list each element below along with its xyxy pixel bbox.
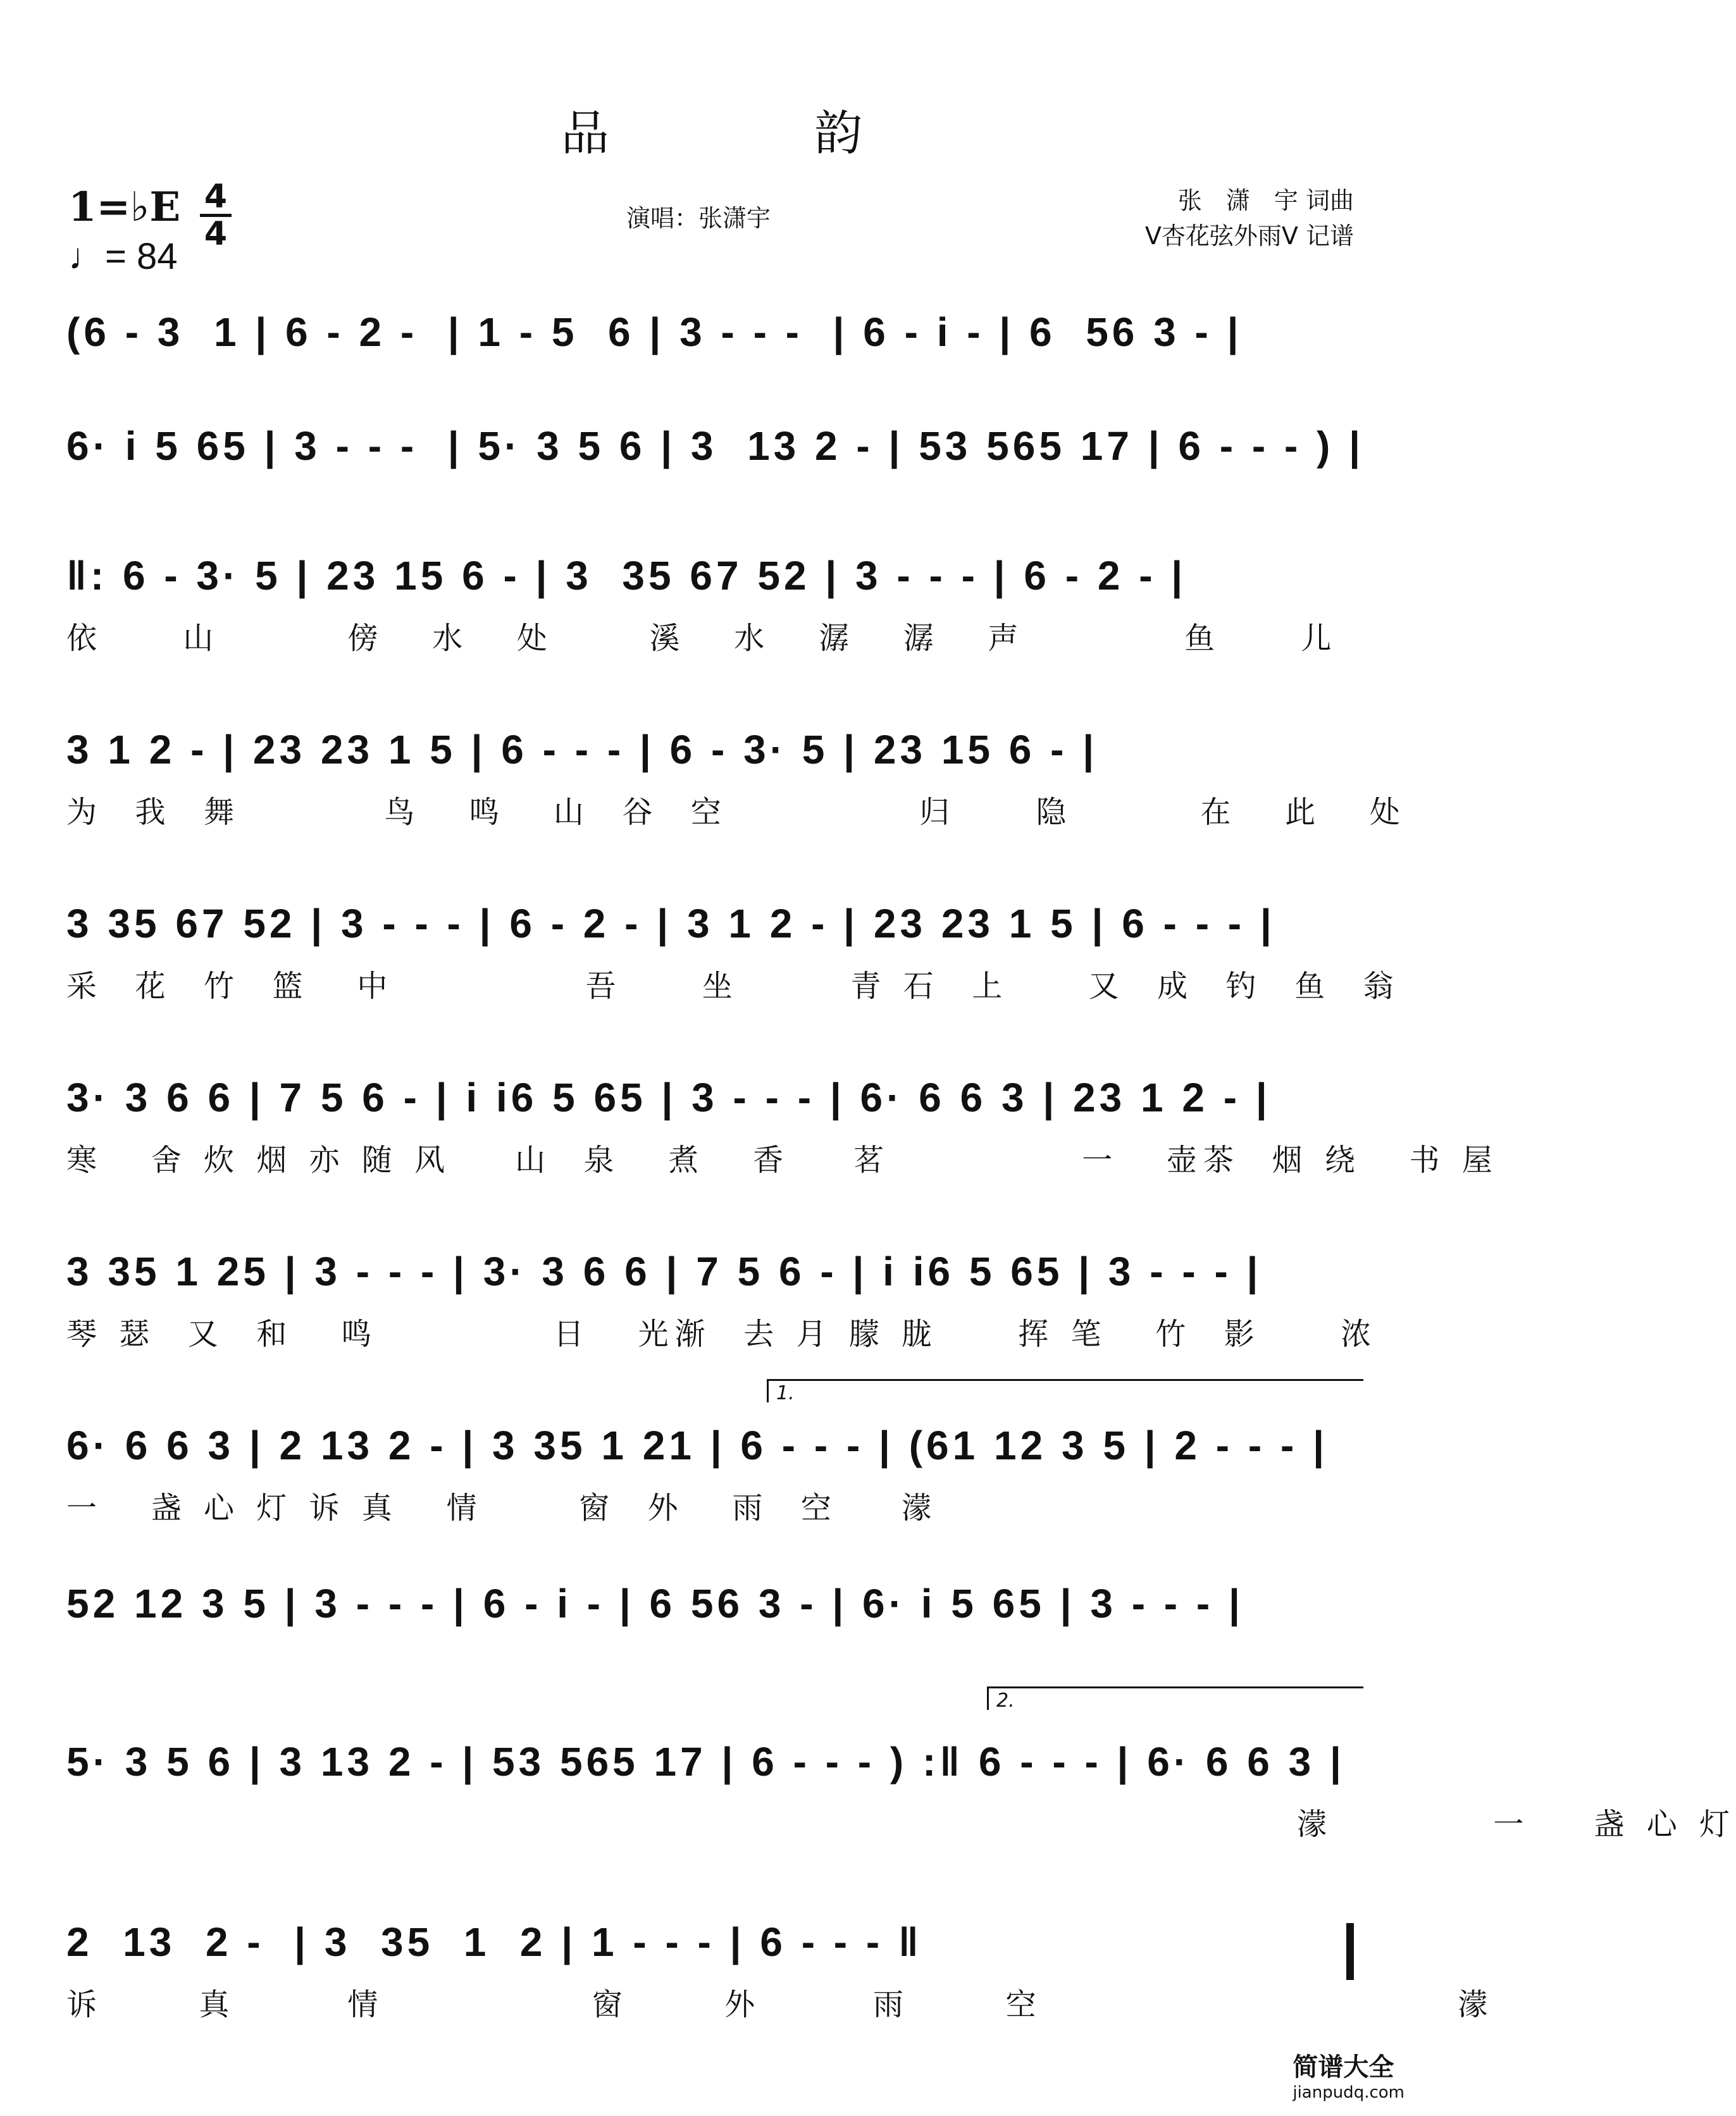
score-row	[0, 1730, 1736, 1895]
key-signature: 1=♭E	[68, 183, 181, 231]
score-row	[0, 718, 1423, 882]
site-logo	[1293, 2047, 1404, 2102]
transcriber-credit: V杏花弦外雨V 记谱	[1144, 222, 1354, 250]
lyric-line: 采 花 竹 篮 中 吾 坐 青 石 上 又 成 钓 鱼 翁	[66, 968, 1400, 1004]
score-row	[0, 1910, 1495, 2075]
lyric-line: 濛 一 盏 心 灯	[66, 1807, 1736, 1842]
notation-line: ‖: 6 - 3· 5 | 23 15 6 - | 3 35 67 52 | 3 - - - | 6 - 2 - |	[66, 553, 1187, 598]
time-signature-top: 4	[204, 178, 228, 216]
time-signature	[200, 178, 232, 253]
tempo-marking: ♩= 84	[68, 236, 178, 277]
logo-brand: 简谱大全	[1293, 2053, 1394, 2082]
singer-credit: 演唱：张潇宇	[626, 204, 771, 232]
second-ending-bracket	[987, 1686, 1363, 1710]
lyric-line: 依 山 傍 水 处 溪 水 潺 潺 声 鱼 儿	[66, 621, 1338, 656]
first-ending-bracket	[767, 1379, 1363, 1402]
notation-line: 3 35 67 52 | 3 - - - | 6 - 2 - | 3 1 2 - | 23 23 1 5 | 6 - - - |	[66, 901, 1275, 946]
time-signature-bottom: 4	[204, 215, 228, 253]
notation-line: 3 1 2 - | 23 23 1 5 | 6 - - - | 6 - 3· 5 | 23 15 6 - |	[66, 727, 1098, 772]
second-ending-label: 2.	[996, 1690, 1015, 1712]
notation-line: 2 13 2 - | 3 35 1 2 | 1 - - - | 6 - - - ‖	[66, 1919, 922, 1965]
lyric-line: 为 我 舞 鸟 鸣 山 谷 空 归 隐 在 此 处	[66, 795, 1406, 830]
score-row	[0, 1066, 1499, 1230]
logo-site: jianpudq.com	[1293, 2083, 1404, 2102]
notation-line: 6· i 5 65 | 3 - - - | 5· 3 5 6 | 3 13 2 - | 53 565 17 | 6 - - - ) |	[66, 423, 1365, 469]
notation-line: 3 35 1 25 | 3 - - - | 3· 3 6 6 | 7 5 6 - | i i6 5 65 | 3 - - - |	[66, 1249, 1262, 1294]
lyric-line: 诉 真 情 窗 外 雨 空 濛	[66, 1987, 1495, 2022]
first-ending-label: 1.	[776, 1382, 795, 1404]
notation-line: 6· 6 6 3 | 2 13 2 - | 3 35 1 21 | 6 - - - | (61 12 3 5 | 2 - - - |	[66, 1423, 1328, 1468]
score-row	[0, 1414, 1423, 1578]
lyricist-credit: 张 潇 宇 词曲	[1177, 187, 1354, 214]
lyric-line: 一 盏 心 灯 诉 真 情 窗 外 雨 空 濛	[66, 1490, 938, 1526]
page-title: 品 韵	[561, 105, 958, 161]
lyric-line: 寒 舍 炊 烟 亦 随 风 山 泉 煮 香 茗 一 壶茶 烟 绕 书 屋	[66, 1142, 1499, 1178]
score-row	[0, 892, 1423, 1056]
notation-line: 52 12 3 5 | 3 - - - | 6 - i - | 6 56 3 - | 6· i 5 65 | 3 - - - |	[66, 1581, 1244, 1626]
notation-line: (6 - 3 1 | 6 - 2 - | 1 - 5 6 | 3 - - - | 6 - i - | 6 56 3 - |	[66, 309, 1243, 355]
lyric-line: 琴 瑟 又 和 鸣 日 光渐 去 月 朦 胧 挥 笔 竹 影 浓	[66, 1316, 1378, 1352]
final-barline	[1346, 1923, 1354, 1980]
notation-line: 3· 3 6 6 | 7 5 6 - | i i6 5 65 | 3 - - - | 6· 6 6 3 | 23 1 2 - |	[66, 1075, 1271, 1120]
score-row	[0, 1572, 1423, 1736]
score-row	[0, 544, 1423, 708]
notation-line: 5· 3 5 6 | 3 13 2 - | 53 565 17 | 6 - - - ) :‖ 6 - - - | 6· 6 6 3 |	[66, 1739, 1345, 1785]
